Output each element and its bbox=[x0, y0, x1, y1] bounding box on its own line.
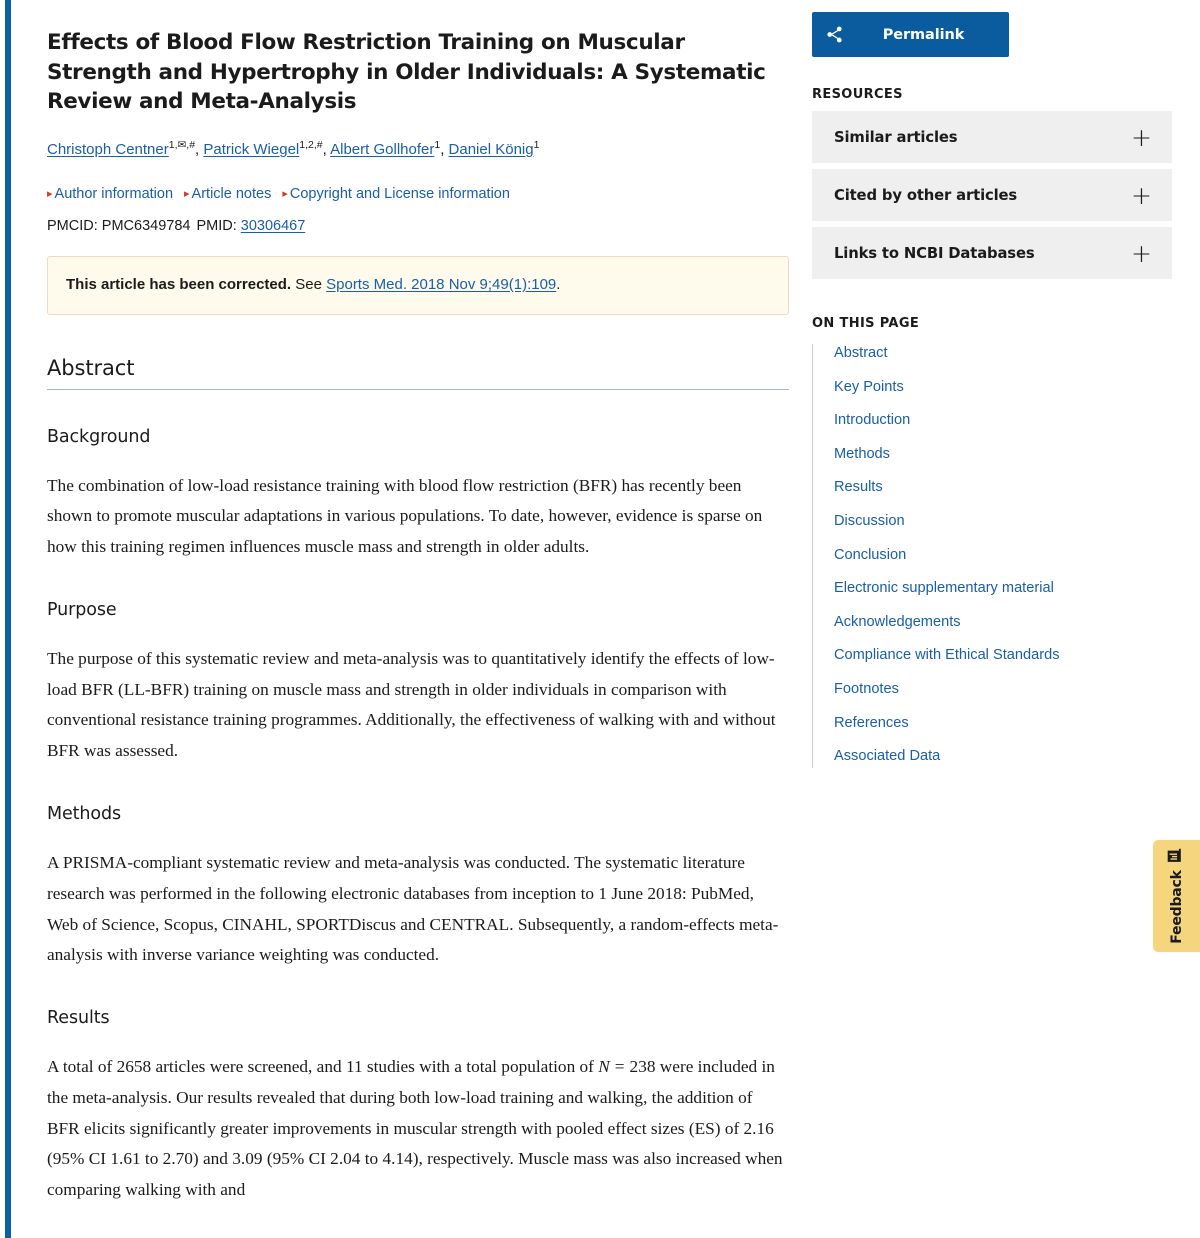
author-entry bbox=[330, 138, 449, 158]
toc-item-methods[interactable]: Methods bbox=[834, 445, 890, 462]
toc-item-references[interactable]: References bbox=[834, 714, 909, 731]
correction-see-text: See bbox=[291, 275, 327, 293]
on-this-page-title: ON THIS PAGE bbox=[812, 316, 920, 331]
toc-item-introduction[interactable]: Introduction bbox=[834, 412, 911, 429]
accordion-links-to-ncbi-databases[interactable] bbox=[812, 227, 1172, 279]
page-title: Effects of Blood Flow Restriction Training on Muscular Strength and Hypertrophy in Older Individuals: A Systematic Review and Meta-Analysis bbox=[47, 30, 766, 115]
permalink-button[interactable] bbox=[812, 12, 1009, 57]
resources-title: RESOURCES bbox=[812, 87, 903, 102]
author-affiliation-sup: 1,✉,# bbox=[168, 138, 196, 151]
feedback-tab[interactable] bbox=[1153, 840, 1200, 952]
pmcid-label: PMCID: bbox=[47, 217, 98, 234]
section-heading-purpose: Purpose bbox=[47, 599, 117, 620]
abstract-heading: Abstract bbox=[47, 356, 789, 390]
resources-accordion-list bbox=[812, 111, 1172, 279]
author-affiliation-sup: 1 bbox=[533, 138, 540, 151]
results-math-value: 238 bbox=[629, 1057, 656, 1077]
bar-chart-icon bbox=[1167, 848, 1187, 863]
author-information-label: Author information bbox=[54, 186, 174, 203]
author-entry bbox=[47, 138, 204, 158]
accordion-label: Cited by other articles bbox=[834, 186, 1018, 204]
section-heading-background: Background bbox=[47, 426, 151, 447]
toc-item-acknowledgements[interactable]: Acknowledgements bbox=[834, 613, 961, 630]
toc-item-electronic-supplementary-material[interactable]: Electronic supplementary material bbox=[834, 580, 1054, 597]
author-link[interactable]: Christoph Centner bbox=[47, 140, 169, 158]
author-separator: , bbox=[440, 140, 449, 158]
feedback-label: Feedback bbox=[1168, 870, 1185, 944]
triangle-right-icon: ▸ bbox=[184, 188, 190, 201]
triangle-right-icon: ▸ bbox=[282, 188, 288, 201]
author-link[interactable]: Daniel König bbox=[448, 140, 534, 158]
toc-item-conclusion[interactable]: Conclusion bbox=[834, 546, 907, 563]
author-entry bbox=[203, 138, 331, 158]
section-body-methods: A PRISMA-compliant systematic review and meta-analysis was conducted. The systematic literature research was performed in the following electronic databases from inception to 1 June 2018: PubMed, Web of Science, Scopus, CINAHL, SPORTDiscus and CENTRAL. Subsequently, a random-effects meta-analysis with inverse variance weighting was conducted. bbox=[47, 852, 779, 965]
toc-item-associated-data[interactable]: Associated Data bbox=[834, 748, 941, 765]
on-this-page-nav bbox=[812, 344, 1172, 768]
accordion-similar-articles[interactable] bbox=[812, 111, 1172, 163]
pmid-link[interactable]: 30306467 bbox=[240, 217, 306, 234]
results-math-variable: N bbox=[598, 1057, 610, 1077]
article-sidebar bbox=[812, 0, 1172, 768]
share-icon bbox=[812, 25, 856, 44]
results-math-operator: = bbox=[614, 1057, 625, 1077]
article-notes-label: Article notes bbox=[191, 186, 272, 203]
author-link[interactable]: Patrick Wiegel bbox=[203, 140, 300, 158]
toc-item-footnotes[interactable]: Footnotes bbox=[834, 680, 899, 697]
toc-item-results[interactable]: Results bbox=[834, 479, 883, 496]
pmcid-value: PMC6349784 bbox=[101, 217, 191, 234]
article-notes-link[interactable] bbox=[184, 186, 271, 202]
correction-bold-text: This article has been corrected. bbox=[66, 275, 292, 293]
author-information-link[interactable] bbox=[47, 186, 173, 202]
triangle-right-icon: ▸ bbox=[47, 188, 53, 201]
author-separator: , bbox=[322, 140, 331, 158]
correction-reference-link[interactable]: Sports Med. 2018 Nov 9;49(1):109 bbox=[326, 275, 557, 293]
section-heading-results: Results bbox=[47, 1008, 110, 1029]
toc-item-discussion[interactable]: Discussion bbox=[834, 512, 905, 529]
article-meta-links bbox=[47, 184, 789, 204]
author-entry bbox=[448, 138, 540, 158]
author-link[interactable]: Albert Gollhofer bbox=[330, 140, 435, 158]
feedback-tab-inner bbox=[1167, 848, 1187, 944]
toc-item-key-points[interactable]: Key Points bbox=[834, 378, 904, 395]
correction-trailing: . bbox=[556, 275, 561, 293]
author-affiliation-sup: 1,2,# bbox=[299, 138, 323, 151]
results-text-part1: A total of 2658 articles were screened, and 11 studies with a total population of bbox=[47, 1057, 599, 1077]
copyright-license-link[interactable] bbox=[282, 186, 510, 202]
accordion-cited-by-other-articles[interactable] bbox=[812, 169, 1172, 221]
author-affiliation-sup: 1 bbox=[434, 138, 441, 151]
section-body-background: The combination of low-load resistance training with blood flow restriction (BFR) has recently been shown to promote muscular adaptations in various populations. To date, however, evidence is sparse on how this training regimen influences muscle mass and strength in older adults. bbox=[47, 475, 763, 557]
author-separator: , bbox=[195, 140, 204, 158]
toc-item-abstract[interactable]: Abstract bbox=[834, 345, 888, 361]
results-text-part2: were included in the meta-analysis. Our results revealed that during both low-load training and walking, the addition of BFR elicits significantly greater improvements in muscular strength with pooled effect sizes (ES) of 2.16 (95% CI 1.61 to 2.70) and 3.09 (95% CI 2.04 to 4.14), respectively. Muscle mass was also increased when comparing walking with and bbox=[47, 1057, 783, 1200]
copyright-license-label: Copyright and License information bbox=[289, 186, 510, 203]
section-body-results bbox=[47, 1052, 789, 1206]
page-scroll-indicator[interactable] bbox=[5, 0, 11, 1238]
pmid-label: PMID: bbox=[196, 217, 237, 234]
accordion-label: Similar articles bbox=[834, 128, 958, 146]
correction-notice bbox=[47, 256, 789, 315]
article-identifiers bbox=[47, 218, 789, 234]
section-heading-methods: Methods bbox=[47, 803, 122, 824]
plus-icon: + bbox=[1131, 238, 1152, 268]
plus-icon: + bbox=[1131, 122, 1152, 152]
accordion-label: Links to NCBI Databases bbox=[834, 244, 1035, 262]
article-main-column bbox=[47, 0, 789, 1206]
permalink-label: Permalink bbox=[882, 26, 965, 43]
plus-icon: + bbox=[1131, 180, 1152, 210]
section-body-purpose: The purpose of this systematic review and meta-analysis was to quantitatively identify the effects of low-load BFR (LL-BFR) training on muscle mass and strength in older individuals in comparison with conventional resistance training programmes. Additionally, the effectiveness of walking with and without BFR was assessed. bbox=[47, 648, 776, 761]
toc-item-compliance-with-ethical-standards[interactable]: Compliance with Ethical Standards bbox=[834, 647, 1060, 664]
author-list bbox=[47, 139, 789, 162]
